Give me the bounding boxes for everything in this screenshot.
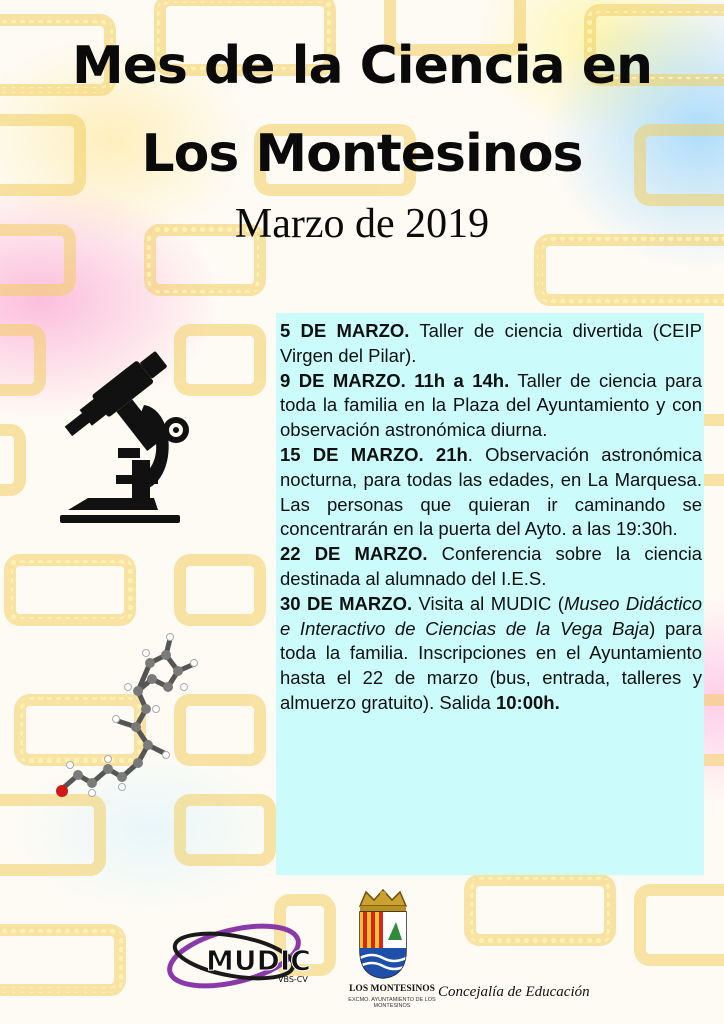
subtitle-date: Marzo de 2019 xyxy=(234,201,490,247)
event-date: 9 DE MARZO. 11h a 14h. xyxy=(280,369,510,391)
event-text: Taller de ciencia para toda la familia en la Plaza del Ayuntamiento y con observación astronómica diurna. xyxy=(280,369,702,441)
microscope-icon xyxy=(58,350,193,530)
title-line-2: Los Montesinos xyxy=(141,124,583,184)
event-date: 30 DE MARZO. xyxy=(280,592,413,614)
departure-time: 10:00h. xyxy=(495,691,560,713)
event-item xyxy=(280,592,702,716)
event-date: 15 DE MARZO. 21h xyxy=(280,443,468,465)
event-date: 5 DE MARZO. xyxy=(280,320,410,341)
event-text: ) para toda la familia. Inscripciones en el Ayuntamiento hasta el 22 de marzo (bus, entrada, talleres y almuerzo gratuito). Salida xyxy=(280,617,702,713)
event-date: 22 DE MARZO. xyxy=(280,543,428,565)
event-text: Visita al MUDIC ( xyxy=(412,592,564,614)
event-item xyxy=(280,542,702,592)
event-text: Conferencia sobre la ciencia destinada al alumnado del I.E.S. xyxy=(280,543,702,589)
molecule-icon xyxy=(48,625,198,805)
event-item xyxy=(280,319,702,369)
event-item xyxy=(280,369,702,443)
department-name: Concejalía de Educación xyxy=(438,984,590,1000)
town-council-name: EXCMO. AYUNTAMIENTO DE LOS MONTESINOS xyxy=(348,997,436,1009)
event-item xyxy=(280,443,702,542)
town-crest xyxy=(352,888,414,980)
mudic-wordmark: MUDIC xyxy=(206,944,311,977)
mudic-subtitle: VBS-CV xyxy=(278,975,308,984)
event-text: Taller de ciencia divertida (CEIP Virgen del Pilar). xyxy=(280,320,702,366)
mudic-logo xyxy=(166,910,316,1000)
title-line-1: Mes de la Ciencia en xyxy=(71,36,653,96)
town-name: LOS MONTESINOS xyxy=(349,984,435,994)
events-box xyxy=(276,313,704,875)
museum-name: Museo Didáctico e Interactivo de Ciencias de la Vega Baja xyxy=(280,592,702,639)
event-text: . Observación astronómica nocturna, para todas las edades, en La Marquesa. Las personas que quieran ir caminando se concentrarán en la puerta del Ayto. a las 19:30h. xyxy=(280,443,702,540)
